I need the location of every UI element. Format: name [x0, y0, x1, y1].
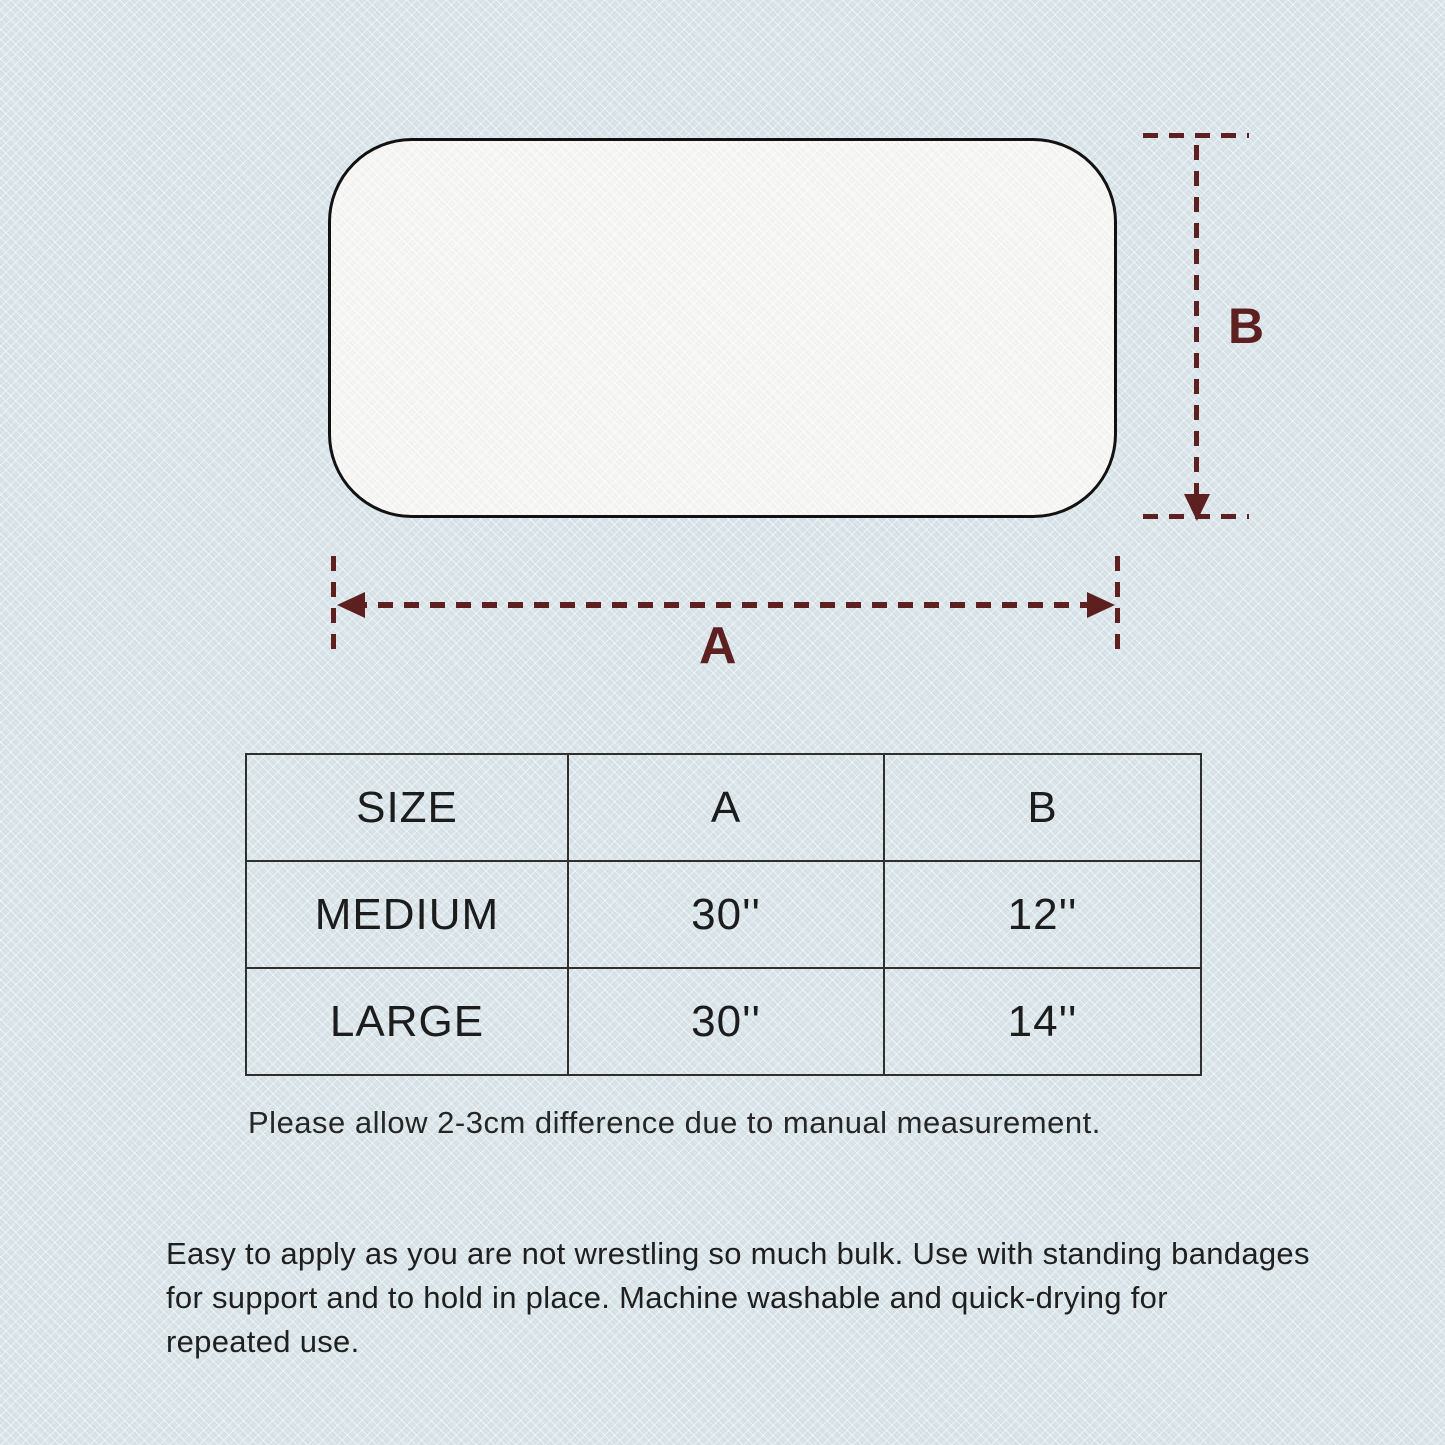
dimension-b-bottom-tick — [1143, 514, 1249, 519]
dimension-b-cell: 12'' — [884, 861, 1201, 968]
table-header-row — [246, 754, 1201, 861]
table-row-medium — [246, 861, 1201, 968]
description-line: Easy to apply as you are not wrestling so much bulk. Use with standing bandages — [166, 1236, 1310, 1271]
dimension-a-cell: 30'' — [568, 861, 884, 968]
dimension-a-label: A — [699, 617, 737, 675]
dimension-b-cell: 14'' — [884, 968, 1201, 1075]
dimension-b-dashed-line — [1194, 145, 1199, 497]
dimension-a-right-tick — [1115, 556, 1120, 658]
table-row-large — [246, 968, 1201, 1075]
dimension-a-dashed-line — [352, 602, 1100, 608]
dimension-a-cell: 30'' — [568, 968, 884, 1075]
left-arrowhead-icon — [337, 592, 365, 618]
b-column-header: B — [884, 754, 1201, 861]
a-column-header: A — [568, 754, 884, 861]
dimension-b-top-tick — [1143, 133, 1249, 138]
product-outline — [328, 138, 1117, 518]
dimension-a-left-tick — [331, 556, 336, 658]
dimension-b-label: B — [1228, 298, 1265, 354]
product-description — [166, 1232, 1310, 1364]
description-line: for support and to hold in place. Machine washable and quick-drying for — [166, 1280, 1168, 1315]
size-column-header: SIZE — [246, 754, 568, 861]
measurement-note: Please allow 2-3cm difference due to manual measurement. — [248, 1105, 1101, 1140]
size-name-cell: LARGE — [246, 968, 568, 1075]
size-name-cell: MEDIUM — [246, 861, 568, 968]
description-line: repeated use. — [166, 1324, 360, 1359]
right-arrowhead-icon — [1087, 592, 1115, 618]
size-table — [245, 753, 1202, 1076]
